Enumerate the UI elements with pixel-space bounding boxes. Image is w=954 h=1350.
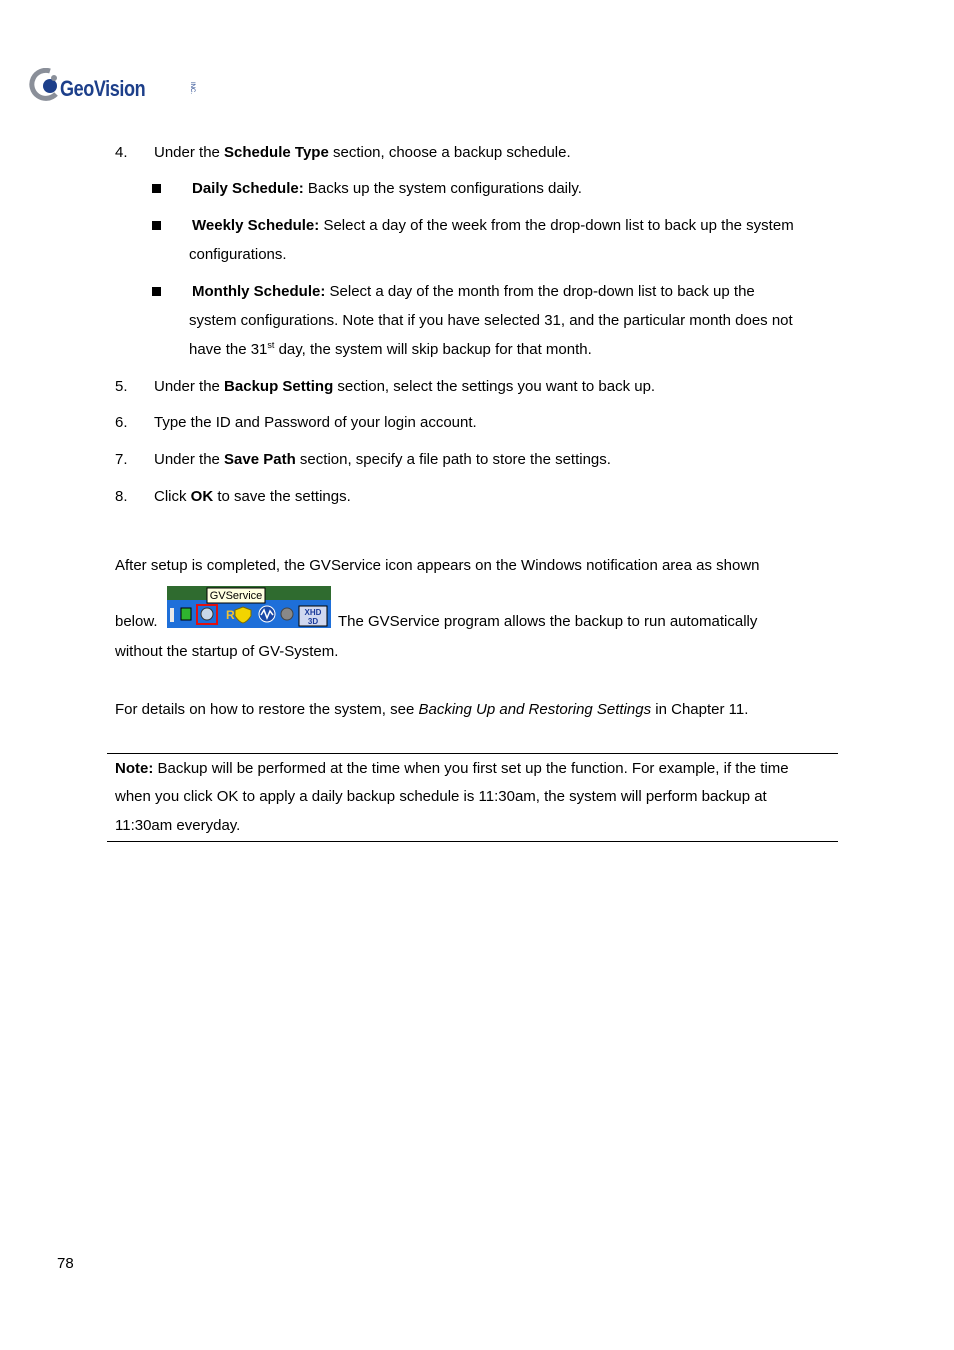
square-bullet-icon — [152, 184, 161, 193]
restore-paragraph: For details on how to restore the system, see Backing Up and Restoring Settings in Chapter 11. — [115, 701, 749, 718]
note-line2: when you click OK to apply a daily backup schedule is 11:30am, the system will perform backup at — [115, 788, 767, 805]
after-setup-line1: After setup is completed, the GVService icon appears on the Windows notification area as shown — [115, 557, 760, 574]
note-label: Note: — [115, 760, 154, 777]
square-bullet-icon — [152, 221, 161, 230]
schedule-text: Monthly Schedule: Select a day of the month from the drop-down list to back up the — [192, 283, 755, 300]
note-top-rule — [107, 753, 838, 754]
geovision-logo — [28, 68, 195, 104]
step-text: Under the Schedule Type section, choose a backup schedule. — [154, 144, 571, 161]
schedule-text: Weekly Schedule: Select a day of the week from the drop-down list to back up the system — [192, 217, 794, 234]
geovision-swirl-icon — [28, 68, 62, 104]
system-tray-image — [167, 586, 331, 628]
note-line3: 11:30am everyday. — [115, 817, 241, 834]
square-bullet-icon — [152, 287, 161, 296]
notification-area-screenshot — [167, 586, 331, 628]
svg-text:3D: 3D — [307, 617, 319, 626]
after-setup-line2: The GVService program allows the backup to run automatically — [338, 613, 758, 630]
note-bottom-rule — [107, 841, 838, 842]
after-setup-line3: without the startup of GV-System. — [115, 643, 339, 660]
after-setup-below: below. — [115, 613, 158, 630]
restore-reference: Backing Up and Restoring Settings — [418, 701, 652, 718]
logo-wordmark: GeoVision — [60, 76, 146, 101]
page-number: 78 — [57, 1255, 74, 1272]
svg-text:XHD: XHD — [304, 608, 322, 617]
schedule-text: Daily Schedule: Backs up the system configurations daily. — [192, 180, 582, 197]
note-line1: Note: Backup will be performed at the time when you first set up the function. For example, if the time — [115, 760, 789, 777]
tray-tooltip-text: GVService — [209, 590, 263, 602]
svg-text:R: R — [226, 608, 235, 622]
step-number: 4. — [115, 144, 128, 161]
logo-reg-mark: INC. — [189, 82, 195, 94]
